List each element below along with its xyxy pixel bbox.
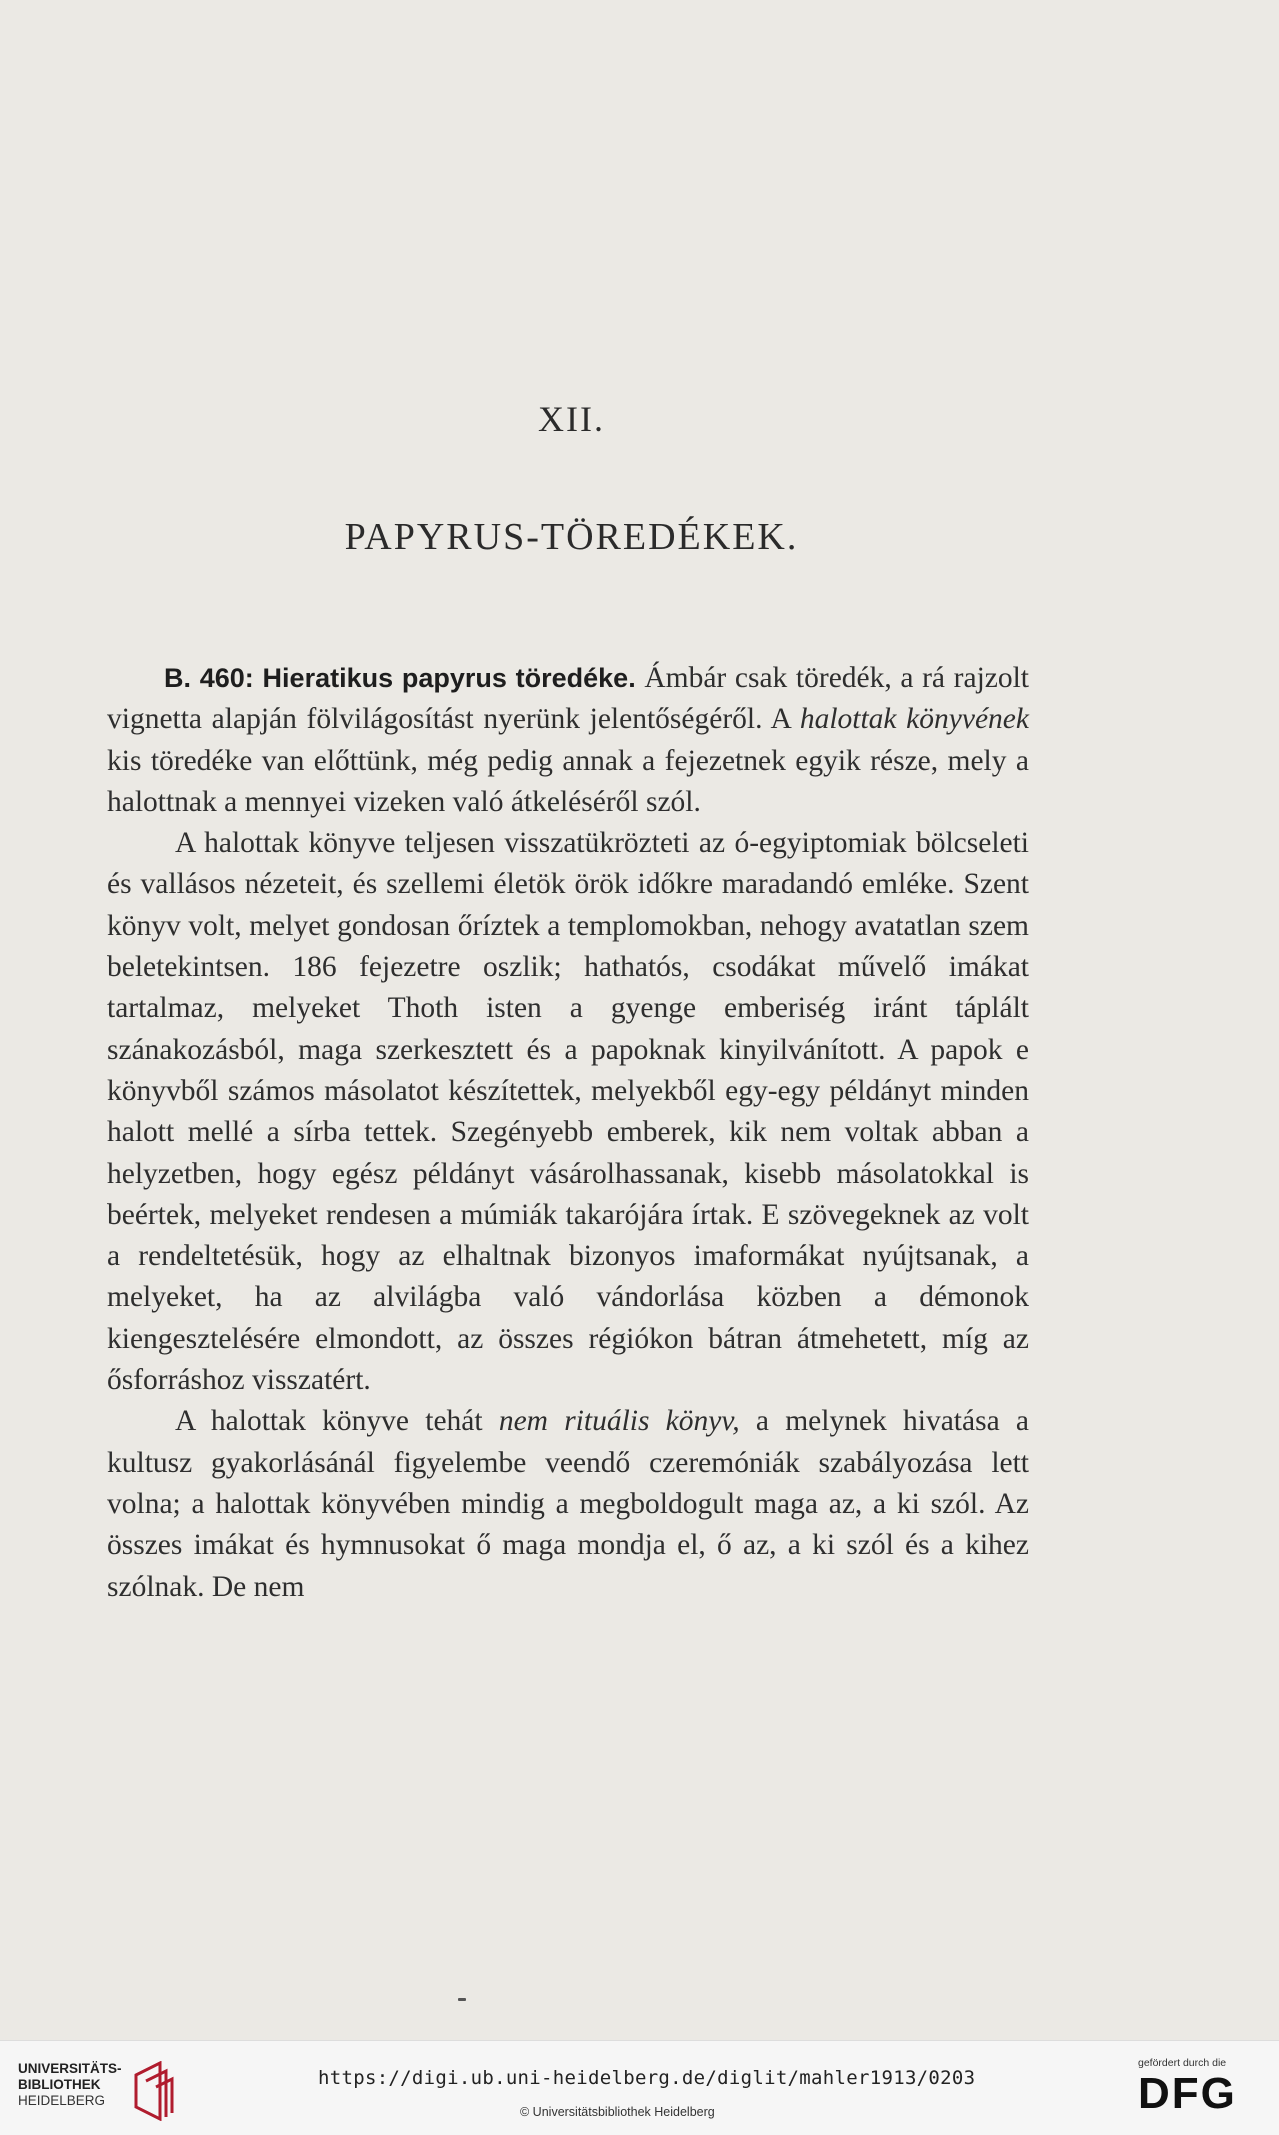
catalog-reference: B. 460: Hieratikus papyrus töredéke.	[164, 663, 636, 693]
footer-bar	[0, 2040, 1279, 2135]
paragraph-3-text-b: a melynek hivatása a kultusz gyakorlásánál figyelembe veendő czeremóniák szabályozása lett volna; a halottak könyvében mindig a megboldogult maga az, a ki szól. Az összes imákat és hymnusokat ő maga mondja el, ő az, a ki szól és a kihez szólnak. De nem	[107, 1405, 1029, 1603]
permalink-url[interactable]: https://digi.ub.uni-heidelberg.de/diglit/mahler1913/0203	[318, 2067, 976, 2089]
paragraph-2: A halottak könyve teljesen visszatükrözteti az ó-egyiptomiak bölcseleti és vallásos nézeteit, és szellemi életök örök időkre maradandó emléke. Szent könyv volt, melyet gondosan őríztek a templomokban, nehogy avatatlan szem beletekintsen. 186 fejezetre oszlik; hathatós, csodákat művelő imákat tartalmaz, melyeket Thoth isten a gyenge emberiség iránt táplált szánakozásból, maga szerkesztett és a papoknak kinyilvánított. A papok e könyvből számos másolatot készítettek, melyekből egy-egy példányt minden halott mellé a sírba tettek. Szegényebb emberek, kik nem voltak abban a helyzetben, hogy egész példányt vásárolhassanak, kisebb másolatokkal is beértek, melyeket rendesen a múmiák takarójára írtak. E szövegeknek az volt a rendeltetésük, hogy az elhaltnak bizonyos imaformákat nyújtsanak, a melyeket, ha az alvilágba való vándorlása közben a démonok kiengesztelésére elmondott, az összes régiókon bátran átmehetett, míg az ősforráshoz visszatért.	[107, 827, 1029, 1397]
funding-caption: gefördert durch die	[1138, 2057, 1227, 2069]
paragraph-3-italic: nem rituális könyv,	[498, 1405, 740, 1438]
library-name-line-1: UNIVERSITÄTS-	[18, 2061, 122, 2076]
printer-mark	[458, 1998, 466, 2001]
chapter-title: PAPYRUS-TÖREDÉKEK.	[344, 516, 799, 558]
paragraph-1	[107, 658, 1029, 823]
dfg-funding-logo[interactable]	[1138, 2057, 1258, 2123]
dfg-logo-text: DFG	[1138, 2069, 1237, 2118]
library-name-line-2: BIBLIOTHEK	[18, 2077, 101, 2092]
paragraph-1-text-b: kis töredéke van előttünk, még pedig annak a fejezetnek egyik része, mely a halottnak a mennyei vizeken való átkeléséről szól.	[107, 744, 1029, 818]
chapter-number: XII.	[538, 399, 605, 439]
library-emblem-icon	[130, 2061, 190, 2121]
library-name-line-3: HEIDELBERG	[18, 2093, 106, 2108]
library-logo[interactable]	[18, 2061, 188, 2121]
paragraph-1-italic: halottak könyvének	[799, 703, 1029, 736]
library-name	[18, 2061, 122, 2109]
body-text	[107, 658, 1029, 1608]
paragraph-1-text-a: Ámbár csak töredék, a rá rajzolt vignetta alapján fölvilágosítást nyerünk jelentőségéről. A	[107, 662, 1029, 736]
paragraph-3	[107, 1401, 1029, 1607]
paragraph-3-text-a: A halottak könyve tehát	[175, 1405, 499, 1438]
copyright-notice: © Universitätsbibliothek Heidelberg	[520, 2105, 715, 2119]
